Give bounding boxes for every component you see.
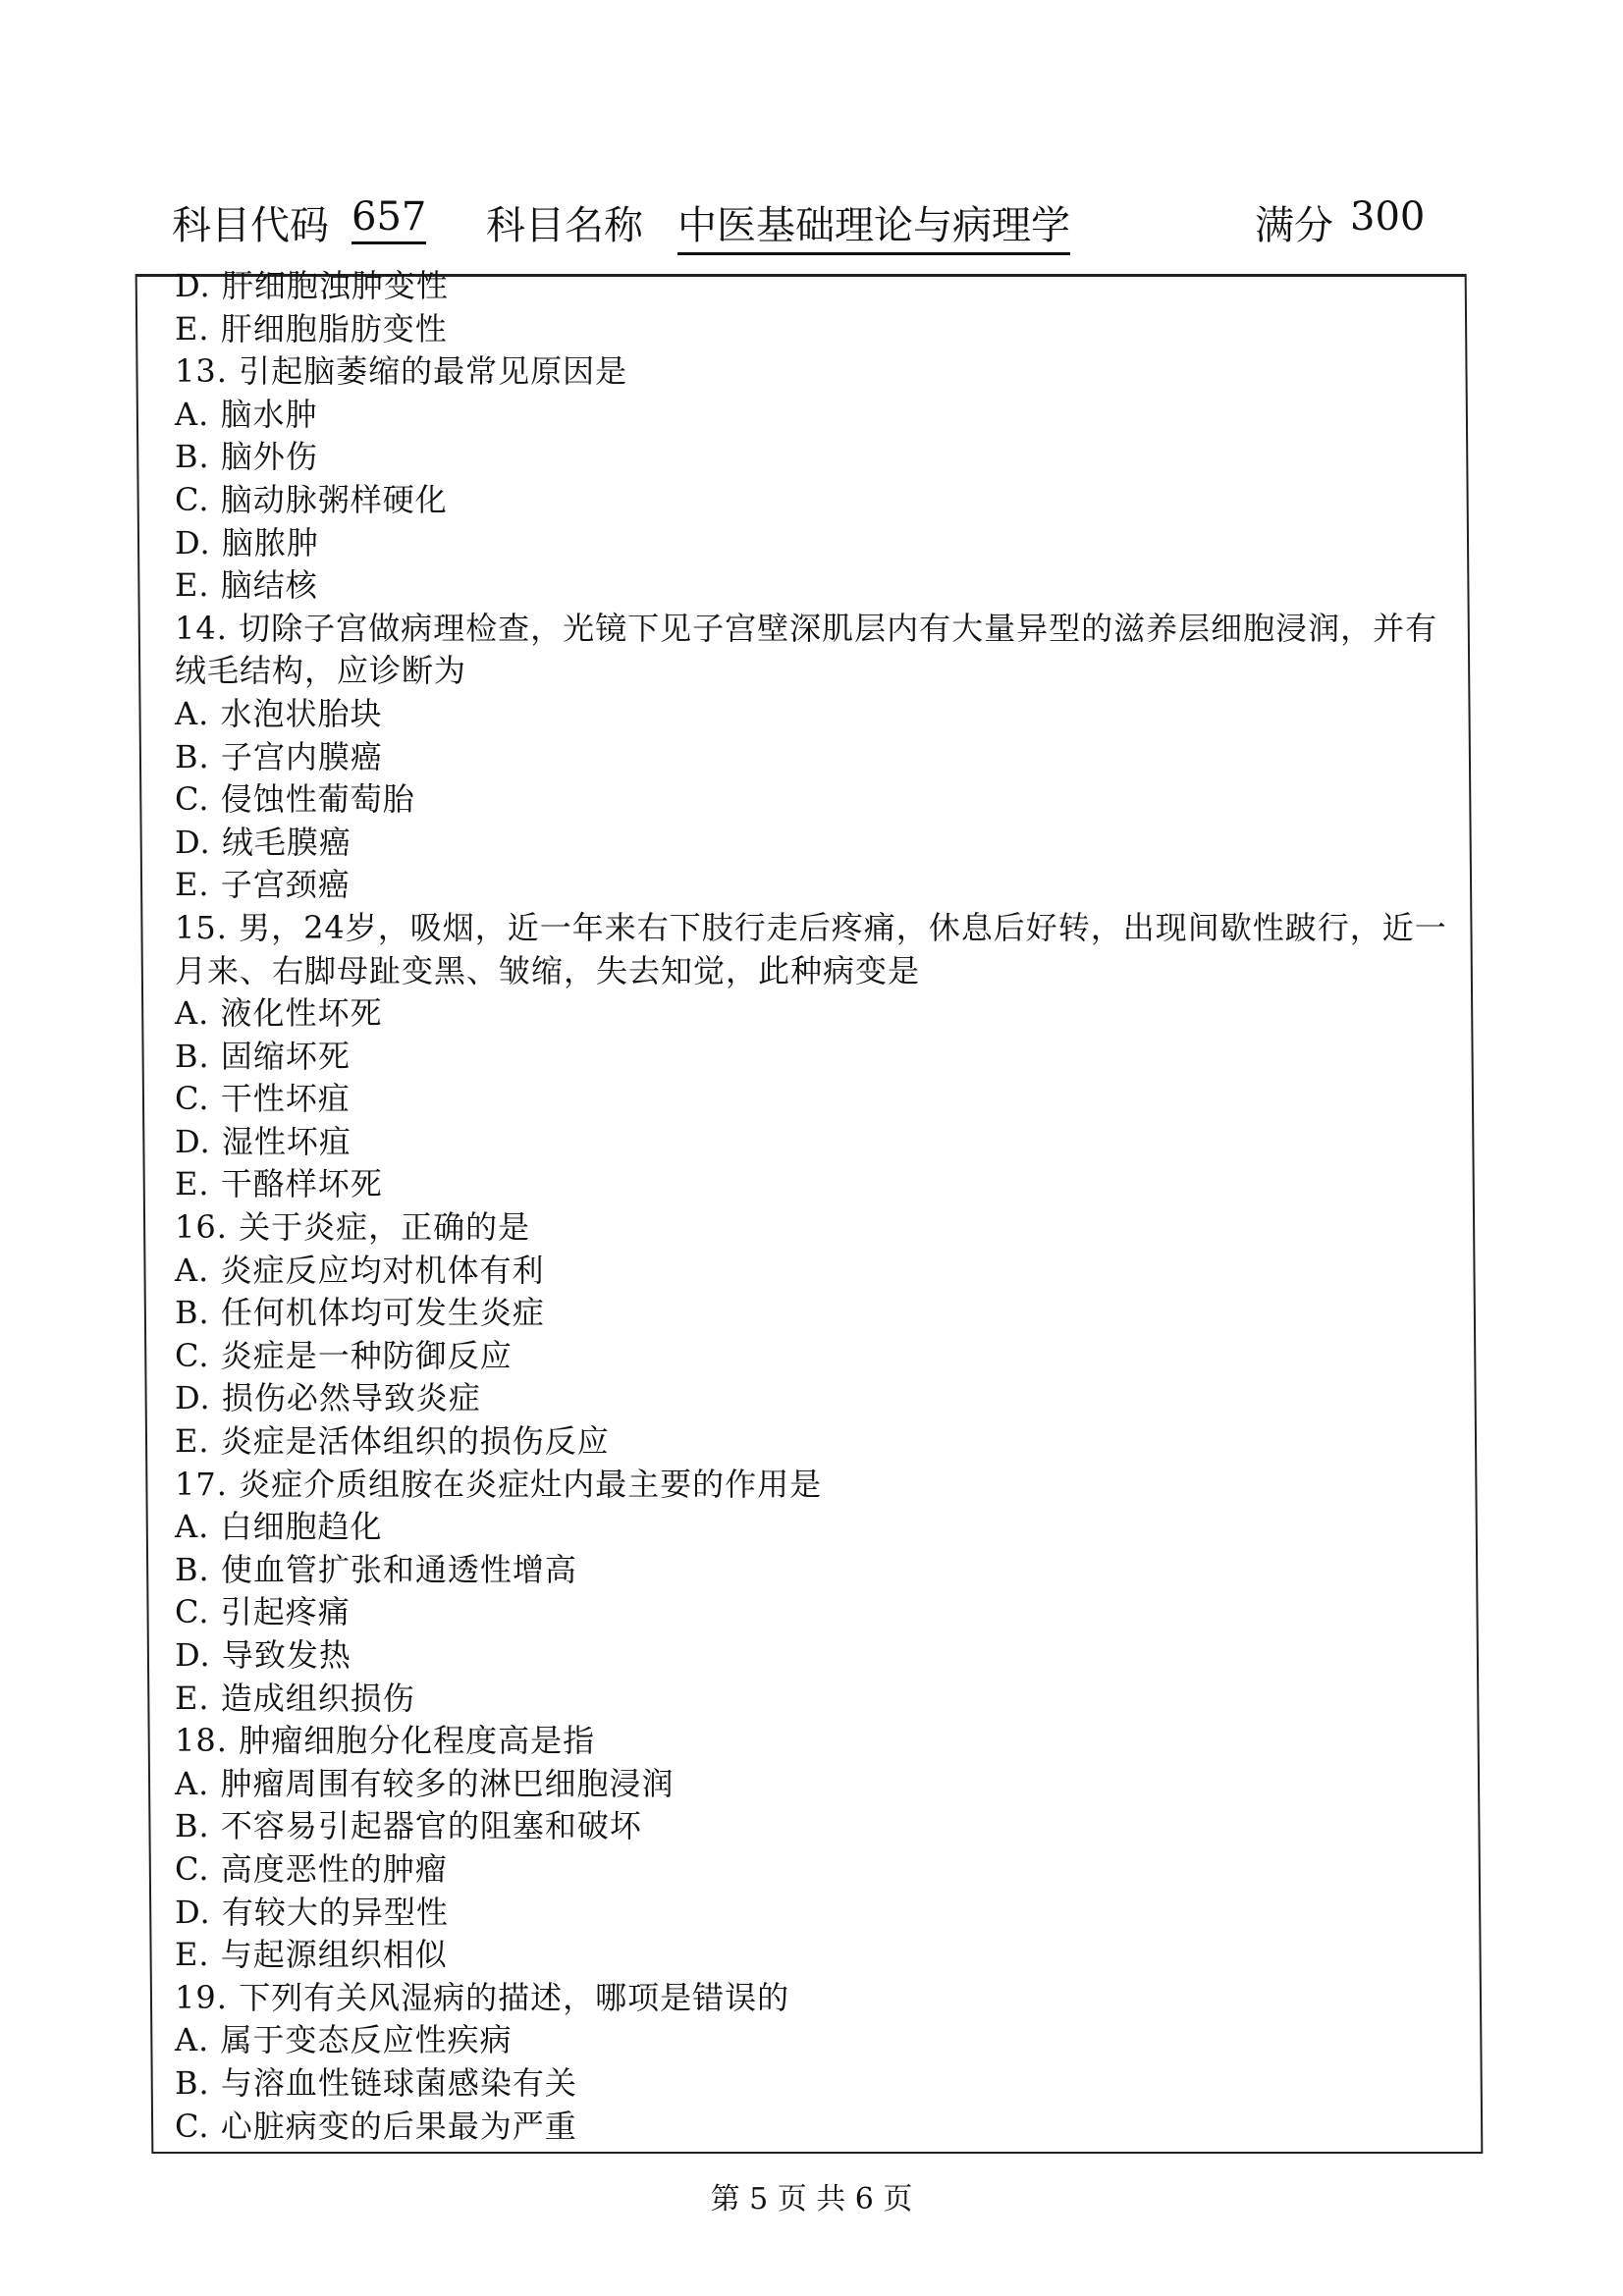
option-line: D. 绒毛膜癌 bbox=[175, 823, 352, 861]
option-line: E. 与起源组织相似 bbox=[175, 1936, 448, 1974]
option-line: C. 心脏病变的后果最为严重 bbox=[175, 2107, 577, 2145]
subject-code-label: 科目代码 bbox=[172, 203, 329, 248]
question-line: 16. 关于炎症，正确的是 bbox=[175, 1208, 531, 1247]
option-line: C. 高度恶性的肿瘤 bbox=[175, 1849, 448, 1888]
subject-name-value: 中医基础理论与病理学 bbox=[677, 194, 1070, 255]
option-line: A. 白细胞趋化 bbox=[175, 1508, 383, 1546]
option-line: E. 肝细胞脂肪变性 bbox=[175, 309, 448, 347]
option-line: A. 脑水肿 bbox=[175, 395, 318, 433]
question-line: 17. 炎症介质组胺在炎症灶内最主要的作用是 bbox=[175, 1465, 823, 1503]
option-line: A. 属于变态反应性疾病 bbox=[175, 2021, 513, 2059]
option-line: A. 肿瘤周围有较多的淋巴细胞浸润 bbox=[175, 1764, 675, 1802]
option-line: B. 与溶血性链球菌感染有关 bbox=[175, 2063, 577, 2102]
option-line: E. 炎症是活体组织的损伤反应 bbox=[175, 1422, 610, 1461]
option-line: A. 液化性坏死 bbox=[175, 994, 383, 1033]
option-line: B. 使血管扩张和通透性增高 bbox=[175, 1550, 577, 1588]
option-line: C. 侵蚀性葡萄胎 bbox=[175, 780, 415, 819]
option-line: C. 干性坏疽 bbox=[175, 1080, 351, 1118]
full-score-value: 300 bbox=[1350, 194, 1426, 240]
option-line: B. 固缩坏死 bbox=[175, 1037, 351, 1075]
option-line: D. 肝细胞浊肿变性 bbox=[175, 267, 449, 304]
question-content bbox=[175, 265, 1461, 2148]
option-line: C. 脑动脉粥样硬化 bbox=[175, 480, 448, 518]
option-line: D. 损伤必然导致炎症 bbox=[175, 1379, 481, 1417]
option-line: D. 脑脓肿 bbox=[175, 523, 319, 561]
question-line: 18. 肿瘤细胞分化程度高是指 bbox=[175, 1722, 596, 1760]
option-line: D. 导致发热 bbox=[175, 1636, 352, 1674]
option-line: B. 任何机体均可发生炎症 bbox=[175, 1294, 545, 1332]
option-line: C. 引起疼痛 bbox=[175, 1593, 351, 1631]
option-line: E. 干酪样坏死 bbox=[175, 1165, 383, 1203]
option-line: D. 有较大的异型性 bbox=[175, 1893, 449, 1931]
full-score-label: 满分 bbox=[1255, 203, 1333, 248]
option-line: A. 炎症反应均对机体有利 bbox=[175, 1251, 545, 1289]
option-line: B. 不容易引起器官的阻塞和破坏 bbox=[175, 1807, 642, 1845]
subject-name-label: 科目名称 bbox=[486, 203, 643, 248]
question-line: 15. 男，24岁，吸烟，近一年来右下肢行走后疼痛，休息后好转，出现间歇性跛行，近一 bbox=[175, 908, 1447, 946]
option-line: B. 脑外伤 bbox=[175, 438, 318, 476]
option-line: E. 造成组织损伤 bbox=[175, 1679, 415, 1717]
option-line: E. 子宫颈癌 bbox=[175, 866, 351, 904]
option-line: C. 炎症是一种防御反应 bbox=[175, 1336, 513, 1374]
option-line: 绒毛结构，应诊断为 bbox=[175, 652, 467, 690]
option-line: E. 脑结核 bbox=[175, 566, 318, 605]
subject-code-value: 657 bbox=[352, 194, 426, 244]
question-line: 19. 下列有关风湿病的描述，哪项是错误的 bbox=[175, 1978, 790, 2016]
page-footer: 第 5 页 共 6 页 bbox=[710, 2182, 913, 2216]
question-line: 14. 切除子宫做病理检查，光镜下见子宫壁深肌层内有大量异型的滋养层细胞浸润，并有 bbox=[175, 609, 1438, 647]
option-line: B. 子宫内膜癌 bbox=[175, 737, 383, 775]
option-line: 月来、右脚母趾变黑、皱缩，失去知觉，此种病变是 bbox=[175, 951, 921, 989]
question-line: 13. 引起脑萎缩的最常见原因是 bbox=[175, 352, 628, 391]
option-line: D. 湿性坏疽 bbox=[175, 1122, 352, 1160]
option-line: A. 水泡状胎块 bbox=[175, 694, 383, 732]
